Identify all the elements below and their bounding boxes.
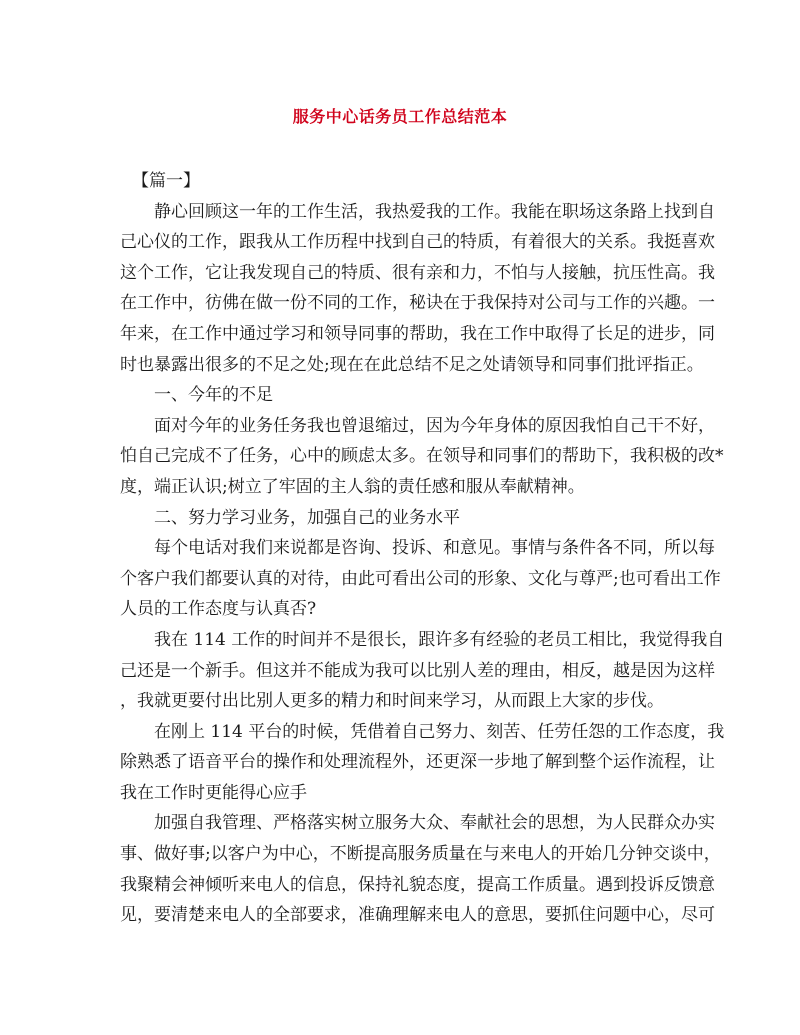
paragraph-line: 年来，在工作中通过学习和领导同事的帮助，我在工作中取得了长足的进步，同 [120, 323, 715, 344]
paragraph-line: 事、做好事;以客户为中心，不断提高服务质量在与来电人的开始几分钟交谈中， [120, 844, 721, 865]
paragraph-line: 在刚上 114 平台的时候，凭借着自己努力、刻苦、任劳任怨的工作态度，我 [154, 721, 725, 742]
paragraph-line: 己还是一个新手。但这并不能成为我可以比别人差的理由，相反，越是因为这样 [120, 660, 715, 681]
paragraph-line: 每个电话对我们来说都是咨询、投诉、和意见。事情与条件各不同，所以每 [154, 538, 715, 559]
paragraph-line: 度，端正认识;树立了牢固的主人翁的责任感和服从奉献精神。 [120, 476, 585, 497]
document-title: 服务中心话务员工作总结范本 [292, 107, 508, 126]
document-body [120, 166, 725, 931]
paragraph-line: 怕自己完成不了任务，心中的顾虑太多。在领导和同事们的帮助下，我积极的改* [120, 446, 724, 467]
section-heading: 二、努力学习业务，加强自己的业务水平 [154, 507, 460, 528]
paragraph-line: 除熟悉了语音平台的操作和处理流程外，还更深一步地了解到整个运作流程，让 [120, 752, 715, 773]
paragraph-line: 己心仪的工作，跟我从工作历程中找到自己的特质，有着很大的关系。我挺喜欢 [120, 232, 715, 253]
paragraph-line: 在工作中，彷佛在做一份不同的工作，秘诀在于我保持对公司与工作的兴趣。一 [120, 293, 715, 314]
paragraph-line: 我聚精会神倾听来电人的信息，保持礼貌态度，提高工作质量。遇到投诉反馈意 [120, 874, 715, 895]
paragraph-line: 见，要清楚来电人的全部要求，准确理解来电人的意思，要抓住问题中心，尽可 [120, 905, 715, 926]
paragraph-line: 人员的工作态度与认真否? [120, 599, 317, 620]
paragraph-line: 这个工作，它让我发现自己的特质、很有亲和力，不怕与人接触，抗压性高。我 [120, 262, 715, 283]
section-heading: 一、今年的不足 [154, 385, 273, 406]
paragraph-line: 面对今年的业务任务我也曾退缩过，因为今年身体的原因我怕自己干不好， [154, 415, 715, 436]
section-label: 【篇一】 [132, 171, 200, 191]
paragraph-line: 加强自我管理、严格落实树立服务大众、奉献社会的思想，为人民群众办实 [154, 813, 715, 834]
paragraph-line: 时也暴露出很多的不足之处;现在在此总结不足之处请领导和同事们批评指正。 [120, 354, 704, 375]
paragraph-line: 个客户我们都要认真的对待，由此可看出公司的形象、文化与尊严;也可看出工作 [120, 568, 721, 589]
paragraph-line: 我在 114 工作的时间并不是很长，跟许多有经验的老员工相比，我觉得我自 [154, 629, 725, 650]
paragraph-line: 我在工作时更能得心应手 [120, 782, 307, 803]
paragraph-line: 静心回顾这一年的工作生活，我热爱我的工作。我能在职场这条路上找到自 [154, 201, 715, 222]
paragraph-line: ，我就更要付出比别人更多的精力和时间来学习，从而跟上大家的步伐。 [120, 691, 664, 712]
